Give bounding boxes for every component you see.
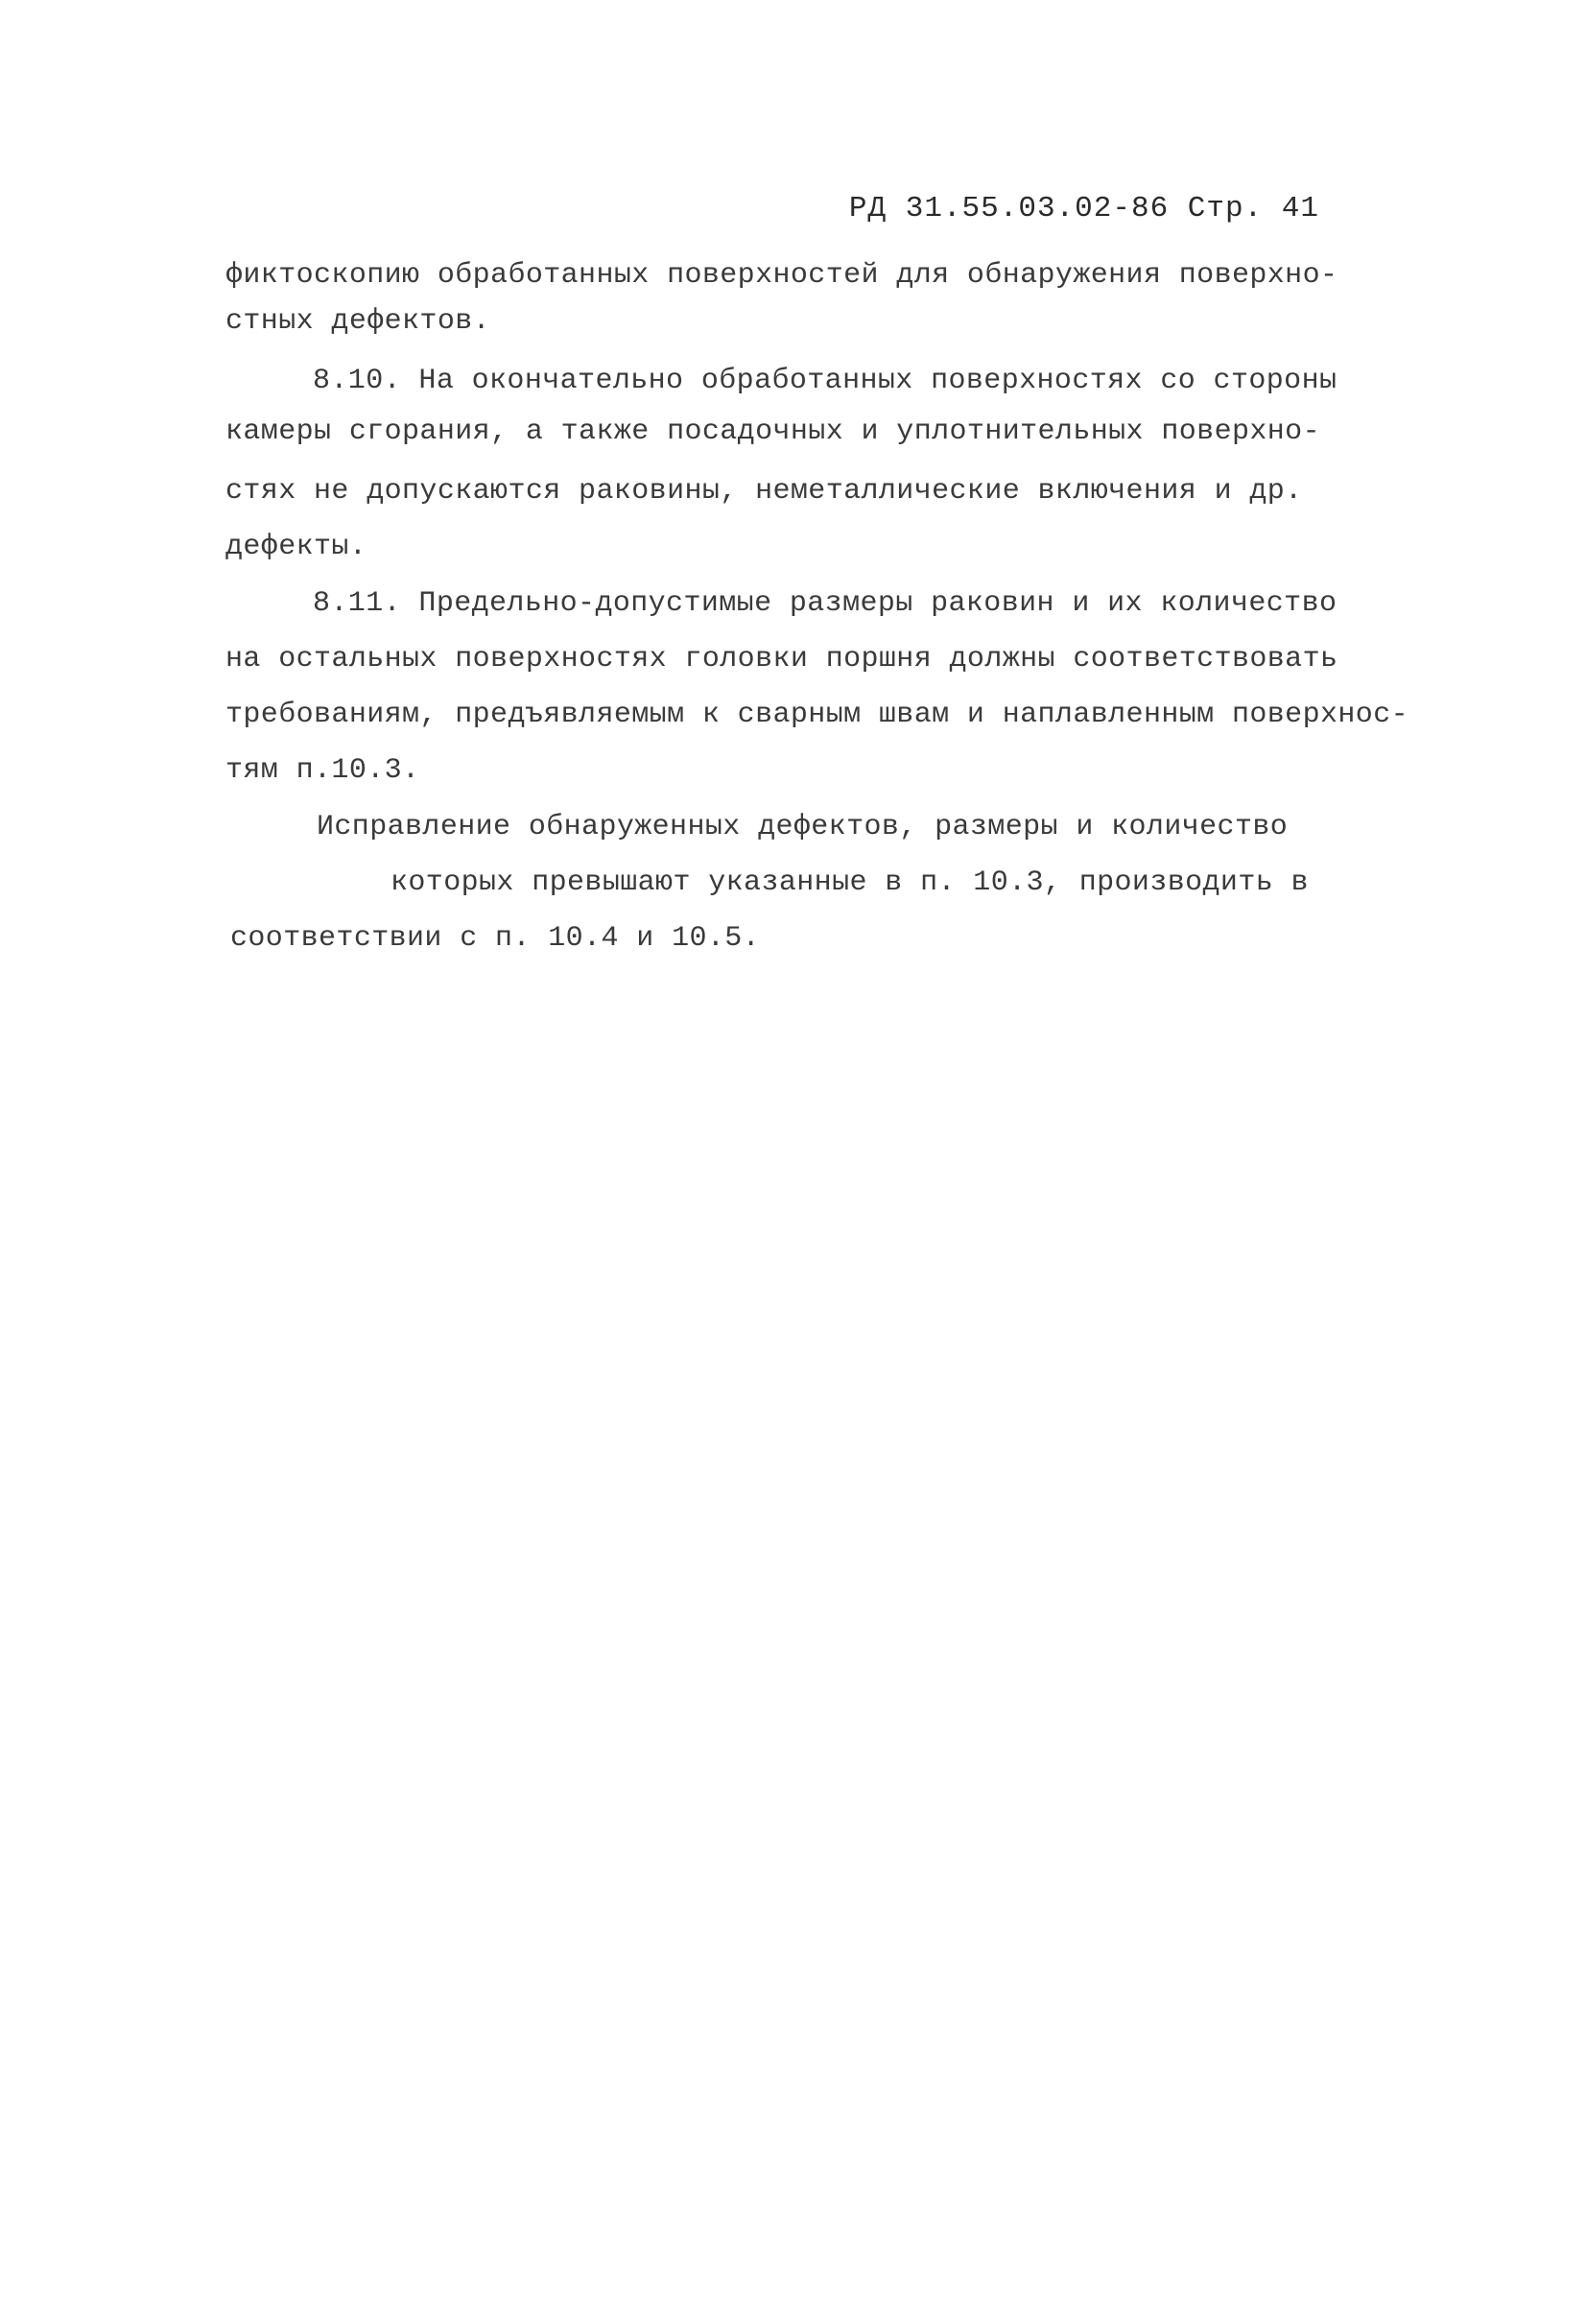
page-header: РД 31.55.03.02-86 Стр. 41 <box>848 192 1319 225</box>
body-line: фиктоскопию обработанных поверхностей для обнаружения поверхно- <box>225 259 1338 292</box>
paragraph-8-10-line: 8.10. На окончательно обработанных поверхностях со стороны <box>313 365 1337 397</box>
body-line: камеры сгорания, а также посадочных и уплотнительных поверхно- <box>225 415 1320 448</box>
body-line: стях не допускаются раковины, неметаллические включения и др. <box>225 475 1303 508</box>
paragraph-correction-line: Исправление обнаруженных дефектов, размеры и количество <box>317 811 1289 843</box>
body-line: стных дефектов. <box>225 305 491 338</box>
paragraph-8-11-line: 8.11. Предельно-допустимые размеры раковин и их количество <box>313 587 1337 620</box>
body-line: на остальных поверхностях головки поршня должны соответствовать <box>225 643 1338 676</box>
body-line: тям п.10.3. <box>225 754 420 787</box>
body-line: требованиям, предъявляемым к сварным швам и наплавленным поверхнос- <box>225 699 1408 731</box>
body-line: дефекты. <box>225 531 367 563</box>
body-line: соответствии с п. 10.4 и 10.5. <box>230 922 761 955</box>
body-line: которых превышают указанные в п. 10.3, производить в <box>391 866 1309 899</box>
